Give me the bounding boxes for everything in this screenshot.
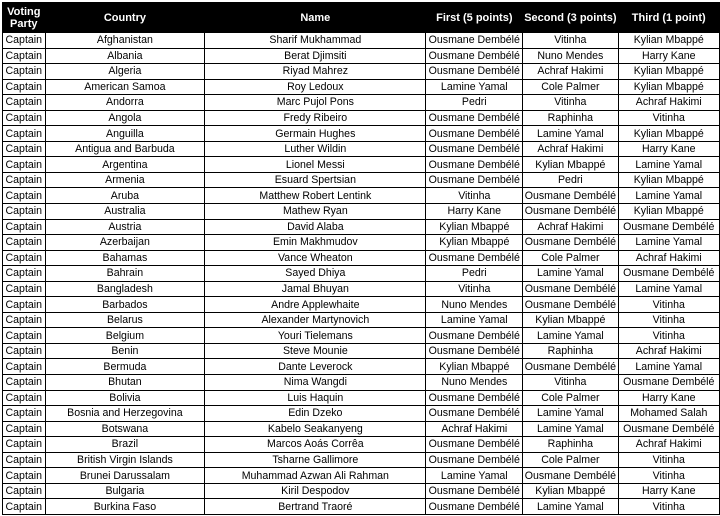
cell-second: Vitinha xyxy=(523,95,618,111)
header-first: First (5 points) xyxy=(426,3,523,33)
cell-voting-party: Captain xyxy=(3,297,46,313)
cell-second: Cole Palmer xyxy=(523,452,618,468)
table-row xyxy=(3,79,720,95)
cell-third: Lamine Yamal xyxy=(618,281,719,297)
cell-name: Andre Applewhaite xyxy=(205,297,426,313)
header-voting-party: Voting Party xyxy=(3,3,46,33)
cell-country: Brazil xyxy=(45,437,205,453)
cell-country: Bermuda xyxy=(45,359,205,375)
cell-voting-party: Captain xyxy=(3,64,46,80)
cell-second: Lamine Yamal xyxy=(523,421,618,437)
cell-third: Harry Kane xyxy=(618,483,719,499)
cell-voting-party: Captain xyxy=(3,188,46,204)
cell-third: Kylian Mbappé xyxy=(618,33,719,49)
cell-second: Ousmane Dembélé xyxy=(523,281,618,297)
cell-name: Alexander Martynovich xyxy=(205,312,426,328)
cell-voting-party: Captain xyxy=(3,452,46,468)
cell-third: Vitinha xyxy=(618,312,719,328)
cell-name: Marcos Aoás Corrêa xyxy=(205,437,426,453)
header-country: Country xyxy=(45,3,205,33)
cell-voting-party: Captain xyxy=(3,499,46,515)
cell-country: Barbados xyxy=(45,297,205,313)
cell-voting-party: Captain xyxy=(3,204,46,220)
cell-third: Kylian Mbappé xyxy=(618,64,719,80)
table-row xyxy=(3,452,720,468)
table-row xyxy=(3,266,720,282)
cell-voting-party: Captain xyxy=(3,235,46,251)
cell-third: Achraf Hakimi xyxy=(618,95,719,111)
cell-name: Vance Wheaton xyxy=(205,250,426,266)
cell-third: Achraf Hakimi xyxy=(618,343,719,359)
cell-first: Ousmane Dembélé xyxy=(426,141,523,157)
table-row xyxy=(3,483,720,499)
cell-country: Brunei Darussalam xyxy=(45,468,205,484)
cell-name: Emin Makhmudov xyxy=(205,235,426,251)
cell-name: Mathew Ryan xyxy=(205,204,426,220)
cell-first: Ousmane Dembélé xyxy=(426,33,523,49)
cell-voting-party: Captain xyxy=(3,468,46,484)
cell-second: Ousmane Dembélé xyxy=(523,468,618,484)
cell-first: Vitinha xyxy=(426,188,523,204)
cell-name: Sayed Dhiya xyxy=(205,266,426,282)
table-row xyxy=(3,48,720,64)
cell-first: Ousmane Dembélé xyxy=(426,499,523,515)
cell-first: Ousmane Dembélé xyxy=(426,64,523,80)
cell-country: Bosnia and Herzegovina xyxy=(45,406,205,422)
cell-second: Lamine Yamal xyxy=(523,406,618,422)
table-body xyxy=(3,33,720,515)
table-row xyxy=(3,437,720,453)
cell-name: Sharif Mukhammad xyxy=(205,33,426,49)
cell-second: Vitinha xyxy=(523,33,618,49)
cell-third: Ousmane Dembélé xyxy=(618,219,719,235)
cell-second: Kylian Mbappé xyxy=(523,483,618,499)
cell-country: Anguilla xyxy=(45,126,205,142)
cell-name: Riyad Mahrez xyxy=(205,64,426,80)
cell-first: Ousmane Dembélé xyxy=(426,328,523,344)
cell-name: Roy Ledoux xyxy=(205,79,426,95)
table-row xyxy=(3,33,720,49)
cell-third: Vitinha xyxy=(618,499,719,515)
cell-country: Austria xyxy=(45,219,205,235)
cell-second: Ousmane Dembélé xyxy=(523,359,618,375)
cell-country: Botswana xyxy=(45,421,205,437)
cell-third: Vitinha xyxy=(618,452,719,468)
cell-second: Vitinha xyxy=(523,375,618,391)
header-row xyxy=(3,3,720,33)
table-row xyxy=(3,64,720,80)
cell-voting-party: Captain xyxy=(3,141,46,157)
cell-country: Algeria xyxy=(45,64,205,80)
voting-table xyxy=(2,2,720,515)
cell-name: Steve Mounie xyxy=(205,343,426,359)
table-row xyxy=(3,312,720,328)
cell-voting-party: Captain xyxy=(3,343,46,359)
cell-first: Ousmane Dembélé xyxy=(426,406,523,422)
cell-voting-party: Captain xyxy=(3,406,46,422)
cell-name: Fredy Ribeiro xyxy=(205,110,426,126)
table-row xyxy=(3,250,720,266)
cell-third: Ousmane Dembélé xyxy=(618,266,719,282)
cell-first: Ousmane Dembélé xyxy=(426,48,523,64)
table-row xyxy=(3,499,720,515)
header-name: Name xyxy=(205,3,426,33)
cell-country: Albania xyxy=(45,48,205,64)
cell-name: Luis Haquin xyxy=(205,390,426,406)
cell-voting-party: Captain xyxy=(3,421,46,437)
cell-second: Kylian Mbappé xyxy=(523,312,618,328)
cell-third: Mohamed Salah xyxy=(618,406,719,422)
table-row xyxy=(3,188,720,204)
cell-first: Kylian Mbappé xyxy=(426,219,523,235)
cell-country: Benin xyxy=(45,343,205,359)
cell-third: Lamine Yamal xyxy=(618,157,719,173)
cell-first: Pedri xyxy=(426,266,523,282)
cell-name: Kiril Despodov xyxy=(205,483,426,499)
cell-second: Ousmane Dembélé xyxy=(523,235,618,251)
cell-third: Vitinha xyxy=(618,468,719,484)
table-row xyxy=(3,126,720,142)
cell-third: Kylian Mbappé xyxy=(618,126,719,142)
cell-third: Vitinha xyxy=(618,297,719,313)
cell-second: Lamine Yamal xyxy=(523,499,618,515)
table-row xyxy=(3,219,720,235)
cell-third: Vitinha xyxy=(618,328,719,344)
cell-country: British Virgin Islands xyxy=(45,452,205,468)
cell-country: Bangladesh xyxy=(45,281,205,297)
table-row xyxy=(3,172,720,188)
cell-first: Lamine Yamal xyxy=(426,468,523,484)
cell-voting-party: Captain xyxy=(3,375,46,391)
cell-voting-party: Captain xyxy=(3,390,46,406)
cell-third: Achraf Hakimi xyxy=(618,250,719,266)
cell-voting-party: Captain xyxy=(3,359,46,375)
cell-voting-party: Captain xyxy=(3,110,46,126)
cell-country: American Samoa xyxy=(45,79,205,95)
cell-name: Tsharne Gallimore xyxy=(205,452,426,468)
cell-second: Nuno Mendes xyxy=(523,48,618,64)
cell-voting-party: Captain xyxy=(3,266,46,282)
cell-name: Muhammad Azwan Ali Rahman xyxy=(205,468,426,484)
cell-country: Bahrain xyxy=(45,266,205,282)
header-second: Second (3 points) xyxy=(523,3,618,33)
cell-first: Ousmane Dembélé xyxy=(426,437,523,453)
cell-country: Burkina Faso xyxy=(45,499,205,515)
cell-second: Ousmane Dembélé xyxy=(523,297,618,313)
cell-country: Angola xyxy=(45,110,205,126)
cell-first: Ousmane Dembélé xyxy=(426,157,523,173)
table-row xyxy=(3,157,720,173)
cell-voting-party: Captain xyxy=(3,126,46,142)
cell-third: Kylian Mbappé xyxy=(618,79,719,95)
cell-second: Cole Palmer xyxy=(523,390,618,406)
cell-country: Aruba xyxy=(45,188,205,204)
table-row xyxy=(3,281,720,297)
table-header xyxy=(3,3,720,33)
cell-name: Dante Leverock xyxy=(205,359,426,375)
cell-name: Youri Tielemans xyxy=(205,328,426,344)
table-row xyxy=(3,204,720,220)
table-row xyxy=(3,359,720,375)
cell-country: Bhutan xyxy=(45,375,205,391)
cell-first: Lamine Yamal xyxy=(426,79,523,95)
table-row xyxy=(3,375,720,391)
table-row xyxy=(3,390,720,406)
cell-voting-party: Captain xyxy=(3,33,46,49)
table-row xyxy=(3,421,720,437)
cell-first: Kylian Mbappé xyxy=(426,235,523,251)
cell-second: Cole Palmer xyxy=(523,250,618,266)
cell-name: Nima Wangdi xyxy=(205,375,426,391)
cell-third: Ousmane Dembélé xyxy=(618,375,719,391)
cell-first: Nuno Mendes xyxy=(426,297,523,313)
cell-second: Ousmane Dembélé xyxy=(523,188,618,204)
cell-voting-party: Captain xyxy=(3,48,46,64)
cell-country: Belarus xyxy=(45,312,205,328)
cell-second: Raphinha xyxy=(523,110,618,126)
cell-voting-party: Captain xyxy=(3,79,46,95)
cell-second: Pedri xyxy=(523,172,618,188)
cell-second: Lamine Yamal xyxy=(523,126,618,142)
cell-country: Bulgaria xyxy=(45,483,205,499)
table-row xyxy=(3,110,720,126)
cell-third: Achraf Hakimi xyxy=(618,437,719,453)
cell-second: Lamine Yamal xyxy=(523,328,618,344)
cell-third: Harry Kane xyxy=(618,141,719,157)
cell-third: Lamine Yamal xyxy=(618,359,719,375)
cell-voting-party: Captain xyxy=(3,250,46,266)
table-row xyxy=(3,328,720,344)
cell-third: Kylian Mbappé xyxy=(618,172,719,188)
cell-second: Kylian Mbappé xyxy=(523,157,618,173)
cell-name: Lionel Messi xyxy=(205,157,426,173)
table-row xyxy=(3,235,720,251)
cell-third: Kylian Mbappé xyxy=(618,204,719,220)
cell-third: Vitinha xyxy=(618,110,719,126)
table-row xyxy=(3,297,720,313)
cell-third: Lamine Yamal xyxy=(618,188,719,204)
cell-country: Bolivia xyxy=(45,390,205,406)
cell-name: Bertrand Traoré xyxy=(205,499,426,515)
cell-name: Luther Wildin xyxy=(205,141,426,157)
cell-name: Edin Dzeko xyxy=(205,406,426,422)
table-row xyxy=(3,95,720,111)
cell-first: Ousmane Dembélé xyxy=(426,172,523,188)
cell-second: Cole Palmer xyxy=(523,79,618,95)
cell-voting-party: Captain xyxy=(3,437,46,453)
cell-country: Armenia xyxy=(45,172,205,188)
cell-second: Achraf Hakimi xyxy=(523,219,618,235)
cell-first: Achraf Hakimi xyxy=(426,421,523,437)
cell-second: Achraf Hakimi xyxy=(523,64,618,80)
cell-first: Ousmane Dembélé xyxy=(426,250,523,266)
cell-voting-party: Captain xyxy=(3,312,46,328)
cell-voting-party: Captain xyxy=(3,95,46,111)
cell-first: Harry Kane xyxy=(426,204,523,220)
cell-name: Marc Pujol Pons xyxy=(205,95,426,111)
table-row xyxy=(3,141,720,157)
cell-second: Achraf Hakimi xyxy=(523,141,618,157)
header-third: Third (1 point) xyxy=(618,3,719,33)
cell-first: Pedri xyxy=(426,95,523,111)
cell-first: Ousmane Dembélé xyxy=(426,343,523,359)
cell-second: Ousmane Dembélé xyxy=(523,204,618,220)
cell-first: Nuno Mendes xyxy=(426,375,523,391)
cell-country: Afghanistan xyxy=(45,33,205,49)
cell-third: Lamine Yamal xyxy=(618,235,719,251)
cell-second: Raphinha xyxy=(523,343,618,359)
cell-country: Antigua and Barbuda xyxy=(45,141,205,157)
cell-second: Lamine Yamal xyxy=(523,266,618,282)
table-row xyxy=(3,343,720,359)
cell-country: Andorra xyxy=(45,95,205,111)
cell-voting-party: Captain xyxy=(3,281,46,297)
table-row xyxy=(3,406,720,422)
cell-voting-party: Captain xyxy=(3,172,46,188)
cell-name: Jamal Bhuyan xyxy=(205,281,426,297)
cell-third: Ousmane Dembélé xyxy=(618,421,719,437)
cell-name: Germain Hughes xyxy=(205,126,426,142)
cell-first: Ousmane Dembélé xyxy=(426,452,523,468)
cell-third: Harry Kane xyxy=(618,48,719,64)
cell-name: Esuard Spertsian xyxy=(205,172,426,188)
cell-first: Kylian Mbappé xyxy=(426,359,523,375)
cell-name: Kabelo Seakanyeng xyxy=(205,421,426,437)
cell-name: David Alaba xyxy=(205,219,426,235)
cell-country: Bahamas xyxy=(45,250,205,266)
cell-first: Ousmane Dembélé xyxy=(426,126,523,142)
cell-third: Harry Kane xyxy=(618,390,719,406)
cell-country: Azerbaijan xyxy=(45,235,205,251)
cell-country: Belgium xyxy=(45,328,205,344)
cell-voting-party: Captain xyxy=(3,483,46,499)
cell-first: Lamine Yamal xyxy=(426,312,523,328)
table-row xyxy=(3,468,720,484)
cell-first: Ousmane Dembélé xyxy=(426,483,523,499)
cell-voting-party: Captain xyxy=(3,157,46,173)
cell-second: Raphinha xyxy=(523,437,618,453)
cell-voting-party: Captain xyxy=(3,219,46,235)
cell-first: Vitinha xyxy=(426,281,523,297)
cell-first: Ousmane Dembélé xyxy=(426,390,523,406)
cell-first: Ousmane Dembélé xyxy=(426,110,523,126)
cell-country: Australia xyxy=(45,204,205,220)
cell-name: Berat Djimsiti xyxy=(205,48,426,64)
cell-voting-party: Captain xyxy=(3,328,46,344)
cell-country: Argentina xyxy=(45,157,205,173)
cell-name: Matthew Robert Lentink xyxy=(205,188,426,204)
